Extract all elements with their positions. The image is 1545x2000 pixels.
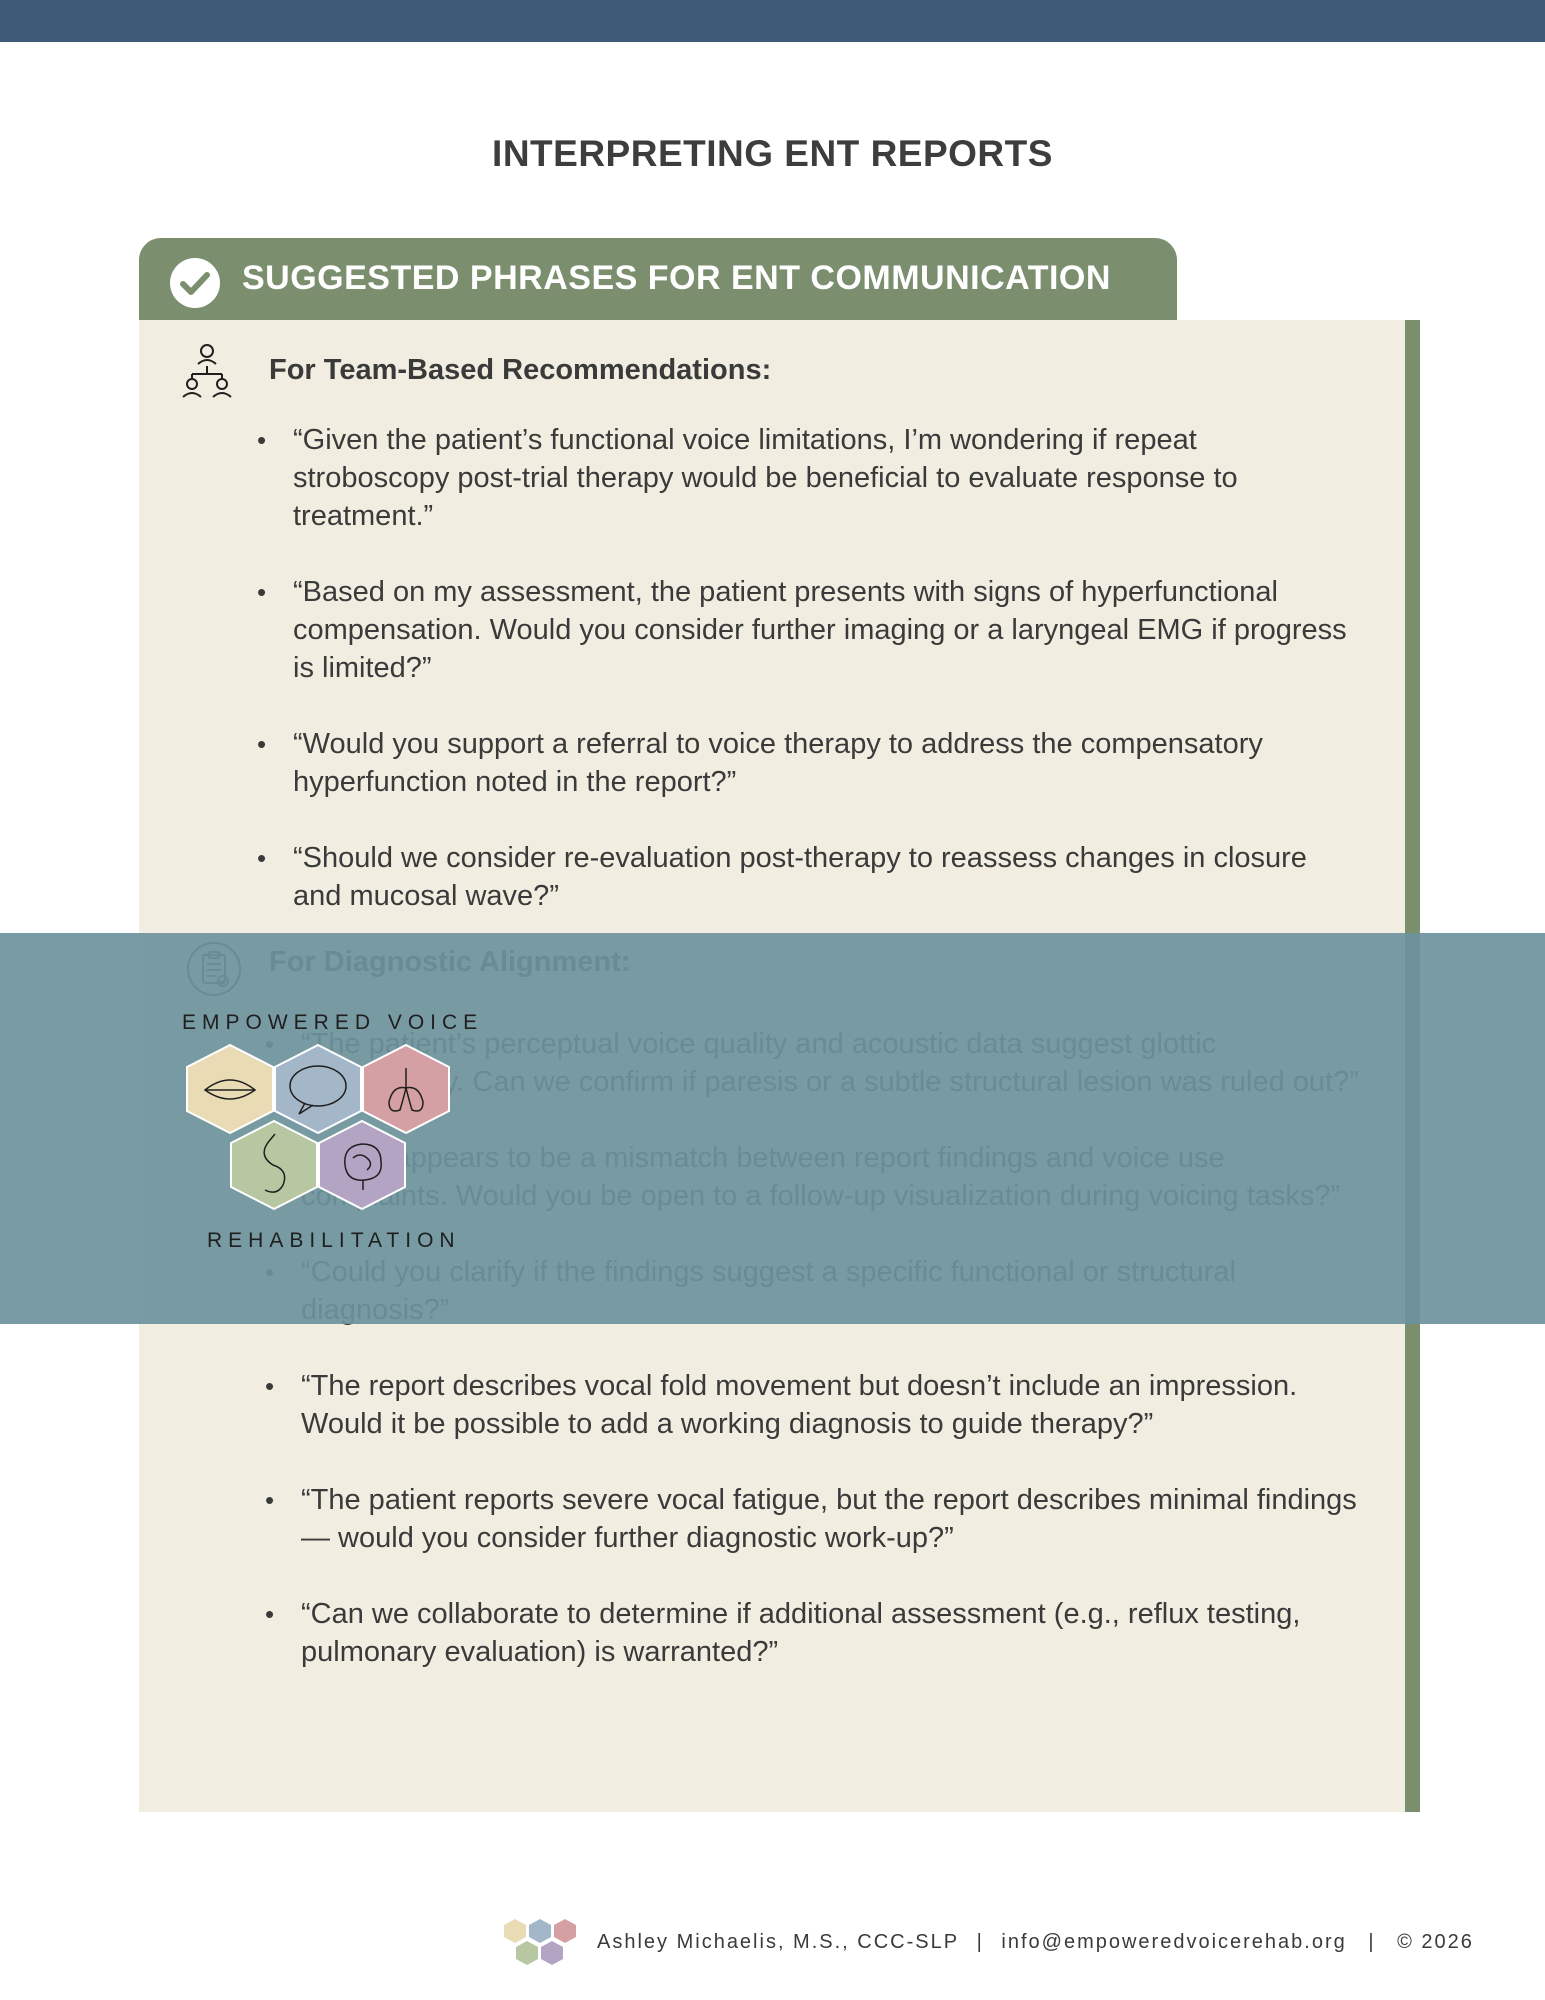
team-hierarchy-icon	[178, 342, 236, 400]
team-phrase-list	[293, 421, 1353, 953]
page-title: INTERPRETING ENT REPORTS	[492, 133, 1053, 174]
team-heading: For Team-Based Recommendations:	[269, 354, 772, 386]
list-item: • “The patient reports severe vocal fatigue, but the report describes minimal findings — would you consider further diagnostic work-up?”	[301, 1481, 1371, 1557]
footer	[597, 1931, 1474, 1954]
lips-icon	[187, 1045, 273, 1133]
logo-bottom-text: REHABILITATION	[207, 1229, 461, 1252]
footer-copyright: © 2026	[1397, 1931, 1474, 1953]
list-item: • “Should we consider re-evaluation post-therapy to reassess changes in closure and mucosal wave?”	[293, 839, 1353, 915]
list-item: • “Given the patient’s functional voice limitations, I’m wondering if repeat stroboscopy post-trial therapy would be beneficial to evaluate response to treatment.”	[293, 421, 1353, 535]
speech-bubble-icon	[275, 1045, 361, 1133]
list-item: • “Based on my assessment, the patient presents with signs of hyperfunctional compensation. Would you consider further imaging or a laryngeal EMG if progress is limited?”	[293, 573, 1353, 687]
top-bar	[0, 0, 1545, 42]
footer-email[interactable]: info@empoweredvoicerehab.org	[1001, 1931, 1347, 1953]
list-item: • “Would you support a referral to voice therapy to address the compensatory hyperfunction noted in the report?”	[293, 725, 1353, 801]
section-header	[139, 238, 1177, 320]
footer-separator: |	[1368, 1931, 1376, 1953]
list-item: • “Can we collaborate to determine if additional assessment (e.g., reflux testing, pulmonary evaluation) is warranted?”	[301, 1595, 1371, 1671]
section-title: SUGGESTED PHRASES FOR ENT COMMUNICATION	[242, 259, 1111, 297]
footer-separator: |	[976, 1931, 984, 1953]
logo-top-text: EMPOWERED VOICE	[182, 1011, 484, 1034]
brain-icon	[319, 1121, 405, 1209]
footer-author: Ashley Michaelis, M.S., CCC-SLP	[597, 1931, 960, 1953]
list-item: • “The report describes vocal fold movement but doesn’t include an impression. Would it be possible to add a working diagnosis to guide therapy?”	[301, 1367, 1371, 1443]
logo-hexagons	[185, 1040, 465, 1230]
check-circle-icon	[170, 258, 220, 308]
footer-logo-icon	[502, 1917, 578, 1971]
